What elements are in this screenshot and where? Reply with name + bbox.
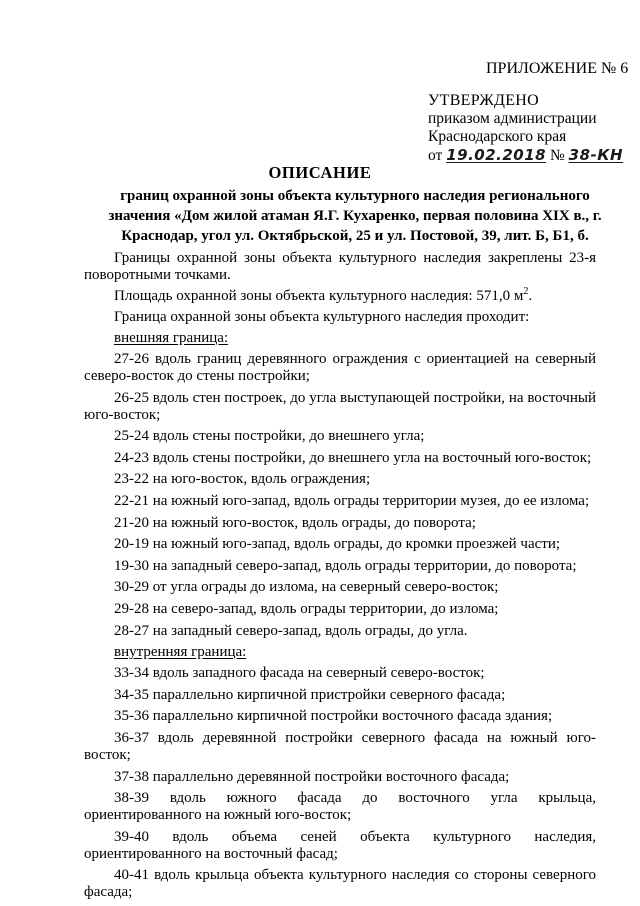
inner-segment-39-40: 39-40 вдоль объема сеней объекта культурного наследия, ориентированного на восточный фасад; [84,828,596,862]
area-text: Площадь охранной зоны объекта культурного наследия: 571,0 м [114,288,524,304]
outer-segment-24-23: 24-23 вдоль стены постройки, до внешнего угла на восточный юго-восток; [114,449,592,466]
handwritten-number: 38-КН [568,146,624,164]
appendix-number: ПРИЛОЖЕНИЕ № 6 [486,60,629,77]
inner-segment-38-39: 38-39 вдоль южного фасада до восточного угла крыльца, ориентированного на южный юго-восток; [84,790,596,824]
inner-boundary-label: внутренняя граница: [114,644,247,661]
outer-segment-22-21: 22-21 на южный юго-запад, вдоль ограды территории музея, до ее излома; [114,492,590,509]
outer-segment-20-19: 20-19 на южный юго-запад, вдоль ограды, до кромки проезжей части; [114,536,561,553]
region-line: Краснодарского края [428,128,567,145]
area-period: . [528,288,533,304]
inner-segment-40-41: 40-41 вдоль крыльца объекта культурного наследия со стороны северного фасада; [84,867,596,901]
area-unit-superscript: 2 [523,286,529,297]
approval-block [428,92,623,165]
document-subtitle: границ охранной зоны объекта культурного наследия регионального значения «Дом жилой атаман Я.Г. Кухаренко, первая половина XIX в., г. Краснодар, угол ул. Октябрьской, 25 и ул. Постовой, 39, лит. Б, Б1, б. [108,188,602,244]
number-label: № [549,147,565,164]
handwritten-date: 19.02.2018 [446,146,547,164]
outer-segment-21-20: 21-20 на южный юго-восток, вдоль ограды, до поворота; [114,514,476,531]
area-paragraph [84,288,596,305]
intro-paragraph: Границы охранной зоны объекта культурного наследия закреплены 23-я поворотными точками. [84,250,596,283]
inner-segment-33-34: 33-34 вдоль западного фасада на северный северо-восток; [114,665,485,682]
order-line: приказом администрации [428,110,597,127]
document-body [84,250,596,906]
outer-segment-29-28: 29-28 на северо-запад, вдоль ограды территории, до излома; [114,600,499,617]
inner-segment-35-36: 35-36 параллельно кирпичной постройки восточного фасада здания; [114,708,553,725]
inner-boundary-heading [84,644,596,661]
document-title: ОПИСАНИЕ [268,163,372,182]
outer-boundary-label: внешняя граница: [114,330,229,346]
outer-segment-27-26: 27-26 вдоль границ деревянного ограждения с ориентацией на северный северо-восток до стены постройки; [84,351,596,384]
boundary-intro: Граница охранной зоны объекта культурного наследия проходит: [114,309,530,325]
outer-segment-30-29: 30-29 от угла ограды до излома, на северный северо-восток; [114,579,499,596]
outer-segment-19-30: 19-30 на западный северо-запад, вдоль ограды территории, до поворота; [114,557,577,574]
inner-segment-37-38: 37-38 параллельно деревянной постройки восточного фасада; [114,768,510,785]
outer-boundary-heading [84,330,596,347]
outer-segment-25-24: 25-24 вдоль стены постройки, до внешнего угла; [114,428,425,445]
from-label: от [428,147,443,164]
outer-segment-28-27: 28-27 на западный северо-запад, вдоль ограды, до угла. [114,622,468,639]
outer-segment-23-22: 23-22 на юго-восток, вдоль ограждения; [114,471,371,488]
outer-segment-26-25: 26-25 вдоль стен построек, до угла выступающей постройки, на восточный юго-восток; [84,389,596,423]
inner-segment-36-37: 36-37 вдоль деревянной постройки северного фасада на южный юго-восток; [84,729,596,763]
inner-segment-34-35: 34-35 параллельно кирпичной пристройки северного фасада; [114,686,506,703]
approved-label: УТВЕРЖДЕНО [428,92,540,109]
